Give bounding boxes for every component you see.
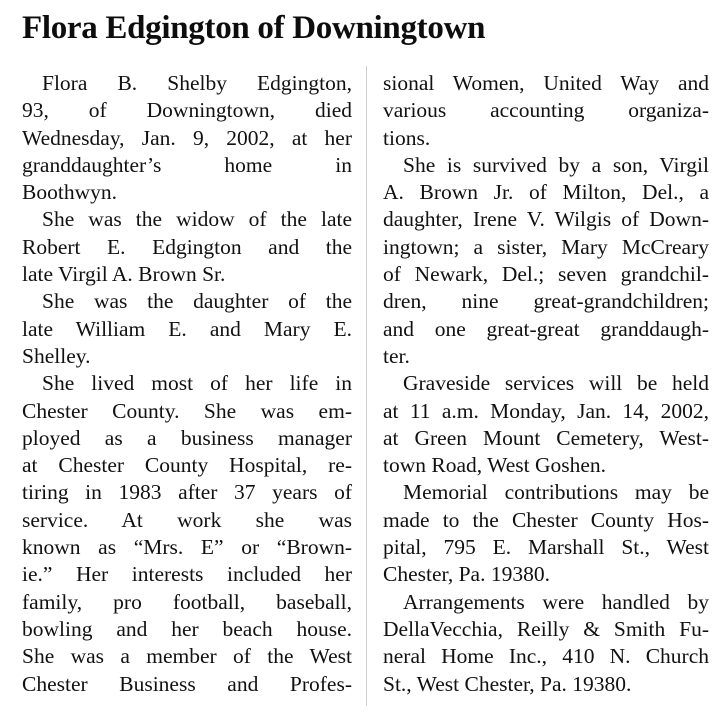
text-line: ingtown; a sister, Mary McCreary <box>383 234 709 259</box>
text-line: Flora B. Shelby Edgington, <box>42 71 352 95</box>
text-line: of Newark, Del.; seven grandchil- <box>383 262 709 287</box>
text-line: ie.” Her interests included her <box>22 562 352 587</box>
text-line: Chester County. She was em- <box>22 398 352 423</box>
text-line: pital, 795 E. Marshall St., West <box>383 535 709 560</box>
text-line: Robert E. Edgington and the <box>22 234 352 259</box>
text-line: at Chester County Hospital, re- <box>22 453 352 478</box>
text-line: Shelley. <box>22 343 91 368</box>
text-line: service. At work she was <box>22 507 352 532</box>
text-line: Boothwyn. <box>22 180 117 205</box>
text-line: Chester, Pa. 19380. <box>383 562 550 587</box>
text-line: Wednesday, Jan. 9, 2002, at her <box>22 125 352 150</box>
text-line: Arrangements were handled by <box>403 589 709 614</box>
text-line: ter. <box>383 343 410 368</box>
text-line: late Virgil A. Brown Sr. <box>22 262 226 287</box>
text-line: ployed as a business manager <box>22 425 352 450</box>
text-line: granddaughter’s home in <box>22 152 352 177</box>
text-line: at Green Mount Cemetery, West- <box>383 425 709 450</box>
text-line: tions. <box>383 125 431 150</box>
column-divider <box>366 66 367 706</box>
text-line: DellaVecchia, Reilly & Smith Fu- <box>383 616 709 641</box>
text-line: town Road, West Goshen. <box>383 453 607 478</box>
text-line: St., West Chester, Pa. 19380. <box>383 671 632 696</box>
text-line: bowling and her beach house. <box>22 616 352 641</box>
text-line: She was the widow of the late <box>42 207 352 232</box>
text-line: dren, nine great-grandchildren; <box>383 289 709 314</box>
text-line: sional Women, United Way and <box>383 71 709 95</box>
text-line: She was a member of the West <box>22 644 352 669</box>
text-line: She lived most of her life in <box>42 371 352 396</box>
text-line: 93, of Downingtown, died <box>22 98 352 123</box>
text-line: family, pro football, baseball, <box>22 589 352 614</box>
text-line: tiring in 1983 after 37 years of <box>22 480 352 505</box>
right-column <box>383 70 709 698</box>
text-line: at 11 a.m. Monday, Jan. 14, 2002, <box>383 398 709 423</box>
text-line: neral Home Inc., 410 N. Church <box>383 644 709 669</box>
text-line: daughter, Irene V. Wilgis of Down- <box>383 207 709 232</box>
text-line: A. Brown Jr. of Milton, Del., a <box>383 180 709 205</box>
headline: Flora Edgington of Downingtown <box>22 10 486 46</box>
text-line: Memorial contributions may be <box>403 480 709 505</box>
text-line: She is survived by a son, Virgil <box>403 152 709 177</box>
text-line: She was the daughter of the <box>42 289 352 314</box>
text-line: Graveside services will be held <box>403 371 709 396</box>
left-column <box>22 70 352 698</box>
text-line: late William E. and Mary E. <box>22 316 352 341</box>
text-line: and one great-great granddaugh- <box>383 316 709 341</box>
text-line: made to the Chester County Hos- <box>383 507 709 532</box>
text-line: various accounting organiza- <box>383 98 709 123</box>
text-line: known as “Mrs. E” or “Brown- <box>22 535 352 560</box>
text-line: Chester Business and Profes- <box>22 671 352 696</box>
